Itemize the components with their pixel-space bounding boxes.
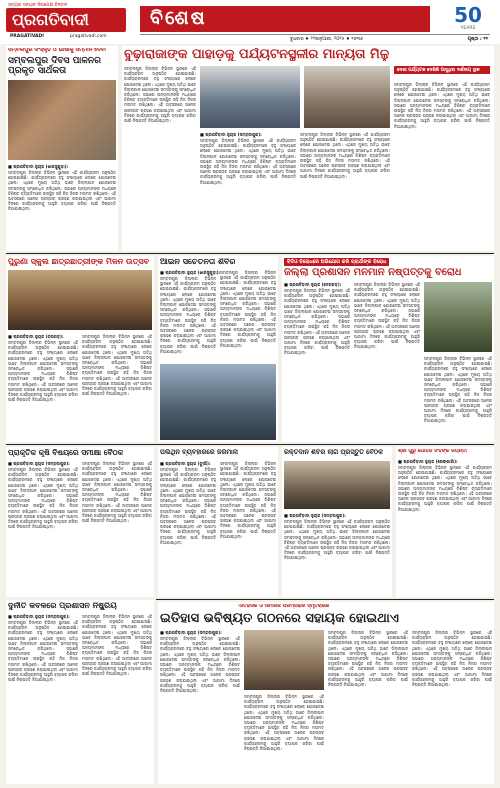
story-dateline: ■ ପ୍ରଗତିବାଦୀ ନ୍ୟୁଜ (ସମ୍ବଲପୁର): [160, 630, 222, 635]
logo-sub-right: pragativadi.com [70, 34, 107, 39]
story-headline: ବୁଢ଼ାରାଜାଙ୍କ ପାହାଡ଼କୁ ପର୍ଯ୍ୟଟନସ୍ଥଳୀର ମାନ୍ୟତା ମିଳୁ [124, 48, 390, 61]
story-photo [160, 364, 276, 440]
anniversary-years: YEARS [460, 26, 476, 31]
story-headline: ରକ୍ତଦାନ ଶିବିର ଲାଗି ପ୍ରସ୍ତୁତି ବୈଠକ [284, 449, 383, 456]
story-body-3: ସମ୍ବଲପୁର ଜିଲ୍ଲାର ବିଭିନ୍ନ ସ୍ଥାନରେ ଏହି କାର୍ଯ୍ୟକ୍ରମ ଅନୁଷ୍ଠିତ ହୋଇଯାଇଛି। କାର୍ଯ୍ୟକ୍ରମରେ ବହୁ ସଂଖ୍ୟାରେ ଲୋକେ ଯୋଗଦେଇ ଥିଲେ। ଏଥିରେ ମୁଖ୍ୟ ଅତିଥି ଭାବେ ଜିଲ୍ଲାପାଳ ଯୋଗଦେଇ ସମସ୍ତଙ୍କୁ ସମ୍ବୋଧିତ କରିଥିଲେ। ସଭାରେ ଅନ୍ୟମାନଙ୍କ ମଧ୍ୟରେ ବିଶିଷ୍ଟ ବ୍ୟକ୍ତିମାନେ ଉପସ୍ଥିତ ରହି ନିଜ ନିଜର ମତାମତ ରଖିଥିଲେ। ଏହି ଅବସରରେ ଅନେକ ପ୍ରସ୍ତାବ ଗ୍ରହଣ କରାଯାଇଥିଲା ଏବଂ ଆଗାମୀ ଦିନରେ କାର୍ଯ୍ୟକ୍ରମକୁ ଆହୁରି ବ୍ୟାପକ କରିବା ପାଇଁ ନିଷ୍ପତ୍ତି ନିଆଯାଇଥିଲା। [300, 132, 390, 179]
section-banner [140, 6, 430, 32]
story-body-3: ସମ୍ବଲପୁର ଜିଲ୍ଲାର ବିଭିନ୍ନ ସ୍ଥାନରେ ଏହି କାର୍ଯ୍ୟକ୍ରମ ଅନୁଷ୍ଠିତ ହୋଇଯାଇଛି। କାର୍ଯ୍ୟକ୍ରମରେ ବହୁ ସଂଖ୍ୟାରେ ଲୋକେ ଯୋଗଦେଇ ଥିଲେ। ଏଥିରେ ମୁଖ୍ୟ ଅତିଥି ଭାବେ ଜିଲ୍ଲାପାଳ ଯୋଗଦେଇ ସମସ୍ତଙ୍କୁ ସମ୍ବୋଧିତ କରିଥିଲେ। ସଭାରେ ଅନ୍ୟମାନଙ୍କ ମଧ୍ୟରେ ବିଶିଷ୍ଟ ବ୍ୟକ୍ତିମାନେ ଉପସ୍ଥିତ ରହି ନିଜ ନିଜର ମତାମତ ରଖିଥିଲେ। ଏହି ଅବସରରେ ଅନେକ ପ୍ରସ୍ତାବ ଗ୍ରହଣ କରାଯାଇଥିଲା ଏବଂ ଆଗାମୀ ଦିନରେ କାର୍ଯ୍ୟକ୍ରମକୁ ଆହୁରି ବ୍ୟାପକ କରିବା ପାଇଁ ନିଷ୍ପତ୍ତି ନିଆଯାଇଥିଲା। [424, 356, 492, 424]
story-body: ସମ୍ବଲପୁର ଜିଲ୍ଲାର ବିଭିନ୍ନ ସ୍ଥାନରେ ଏହି କାର୍ଯ୍ୟକ୍ରମ ଅନୁଷ୍ଠିତ ହୋଇଯାଇଛି। କାର୍ଯ୍ୟକ୍ରମରେ ବହୁ ସଂଖ୍ୟାରେ ଲୋକେ ଯୋଗଦେଇ ଥିଲେ। ଏଥିରେ ମୁଖ୍ୟ ଅତିଥି ଭାବେ ଜିଲ୍ଲାପାଳ ଯୋଗଦେଇ ସମସ୍ତଙ୍କୁ ସମ୍ବୋଧିତ କରିଥିଲେ। ସଭାରେ ଅନ୍ୟମାନଙ୍କ ମଧ୍ୟରେ ବିଶିଷ୍ଟ ବ୍ୟକ୍ତିମାନେ ଉପସ୍ଥିତ ରହି ନିଜ ନିଜର ମତାମତ ରଖିଥିଲେ। ଏହି ଅବସରରେ ଅନେକ ପ୍ରସ୍ତାବ ଗ୍ରହଣ କରାଯାଇଥିଲା ଏବଂ ଆଗାମୀ ଦିନରେ କାର୍ଯ୍ୟକ୍ରମକୁ ଆହୁରି ବ୍ୟାପକ କରିବା ପାଇଁ ନିଷ୍ପତ୍ତି ନିଆଯାଇଥିଲା। [8, 467, 78, 530]
anniversary-number: 50 [454, 3, 482, 27]
story-body: ସମ୍ବଲପୁର ଜିଲ୍ଲାର ବିଭିନ୍ନ ସ୍ଥାନରେ ଏହି କାର୍ଯ୍ୟକ୍ରମ ଅନୁଷ୍ଠିତ ହୋଇଯାଇଛି। କାର୍ଯ୍ୟକ୍ରମରେ ବହୁ ସଂଖ୍ୟାରେ ଲୋକେ ଯୋଗଦେଇ ଥିଲେ। ଏଥିରେ ମୁଖ୍ୟ ଅତିଥି ଭାବେ ଜିଲ୍ଲାପାଳ ଯୋଗଦେଇ ସମସ୍ତଙ୍କୁ ସମ୍ବୋଧିତ କରିଥିଲେ। ସଭାରେ ଅନ୍ୟମାନଙ୍କ ମଧ୍ୟରେ ବିଶିଷ୍ଟ ବ୍ୟକ୍ତିମାନେ ଉପସ୍ଥିତ ରହି ନିଜ ନିଜର ମତାମତ ରଖିଥିଲେ। ଏହି ଅବସରରେ ଅନେକ ପ୍ରସ୍ତାବ ଗ୍ରହଣ କରାଯାଇଥିଲା ଏବଂ ଆଗାମୀ ଦିନରେ କାର୍ଯ୍ୟକ୍ରମକୁ ଆହୁରି ବ୍ୟାପକ କରିବା ପାଇଁ ନିଷ୍ପତ୍ତି ନିଆଯାଇଥିଲା। [160, 276, 216, 354]
story-photo [244, 630, 324, 690]
divider [156, 599, 494, 600]
story-body: ସମ୍ବଲପୁର ଜିଲ୍ଲାର ବିଭିନ୍ନ ସ୍ଥାନରେ ଏହି କାର୍ଯ୍ୟକ୍ରମ ଅନୁଷ୍ଠିତ ହୋଇଯାଇଛି। କାର୍ଯ୍ୟକ୍ରମରେ ବହୁ ସଂଖ୍ୟାରେ ଲୋକେ ଯୋଗଦେଇ ଥିଲେ। ଏଥିରେ ମୁଖ୍ୟ ଅତିଥି ଭାବେ ଜିଲ୍ଲାପାଳ ଯୋଗଦେଇ ସମସ୍ତଙ୍କୁ ସମ୍ବୋଧିତ କରିଥିଲେ। ସଭାରେ ଅନ୍ୟମାନଙ୍କ ମଧ୍ୟରେ ବିଶିଷ୍ଟ ବ୍ୟକ୍ତିମାନେ ଉପସ୍ଥିତ ରହି ନିଜ ନିଜର ମତାମତ ରଖିଥିଲେ। ଏହି ଅବସରରେ ଅନେକ ପ୍ରସ୍ତାବ ଗ୍ରହଣ କରାଯାଇଥିଲା ଏବଂ ଆଗାମୀ ଦିନରେ କାର୍ଯ୍ୟକ୍ରମକୁ ଆହୁରି ବ୍ୟାପକ କରିବା ପାଇଁ ନିଷ୍ପତ୍ତି ନିଆଯାଇଥିଲା। [124, 66, 196, 124]
story-body-2: ସମ୍ବଲପୁର ଜିଲ୍ଲାର ବିଭିନ୍ନ ସ୍ଥାନରେ ଏହି କାର୍ଯ୍ୟକ୍ରମ ଅନୁଷ୍ଠିତ ହୋଇଯାଇଛି। କାର୍ଯ୍ୟକ୍ରମରେ ବହୁ ସଂଖ୍ୟାରେ ଲୋକେ ଯୋଗଦେଇ ଥିଲେ। ଏଥିରେ ମୁଖ୍ୟ ଅତିଥି ଭାବେ ଜିଲ୍ଲାପାଳ ଯୋଗଦେଇ ସମସ୍ତଙ୍କୁ ସମ୍ବୋଧିତ କରିଥିଲେ। ସଭାରେ ଅନ୍ୟମାନଙ୍କ ମଧ୍ୟରେ ବିଶିଷ୍ଟ ବ୍ୟକ୍ତିମାନେ ଉପସ୍ଥିତ ରହି ନିଜ ନିଜର ମତାମତ ରଖିଥିଲେ। ଏହି ଅବସରରେ ଅନେକ ପ୍ରସ୍ତାବ ଗ୍ରହଣ କରାଯାଇଥିଲା ଏବଂ ଆଗାମୀ ଦିନରେ କାର୍ଯ୍ୟକ୍ରମକୁ ଆହୁରି ବ୍ୟାପକ କରିବା ପାଇଁ ନିଷ୍ପତ୍ତି ନିଆଯାଇଥିଲା। [200, 138, 296, 185]
story-headline: ପ୍ରାକୃତିକ କୃଷି ବିଷୟରେ ସମୀକ୍ଷା ବୈଠକ [8, 449, 124, 457]
story-body-2: ସମ୍ବଲପୁର ଜିଲ୍ଲାର ବିଭିନ୍ନ ସ୍ଥାନରେ ଏହି କାର୍ଯ୍ୟକ୍ରମ ଅନୁଷ୍ଠିତ ହୋଇଯାଇଛି। କାର୍ଯ୍ୟକ୍ରମରେ ବହୁ ସଂଖ୍ୟାରେ ଲୋକେ ଯୋଗଦେଇ ଥିଲେ। ଏଥିରେ ମୁଖ୍ୟ ଅତିଥି ଭାବେ ଜିଲ୍ଲାପାଳ ଯୋଗଦେଇ ସମସ୍ତଙ୍କୁ ସମ୍ବୋଧିତ କରିଥିଲେ। ସଭାରେ ଅନ୍ୟମାନଙ୍କ ମଧ୍ୟରେ ବିଶିଷ୍ଟ ବ୍ୟକ୍ତିମାନେ ଉପସ୍ଥିତ ରହି ନିଜ ନିଜର ମତାମତ ରଖିଥିଲେ। ଏହି ଅବସରରେ ଅନେକ ପ୍ରସ୍ତାବ ଗ୍ରହଣ କରାଯାଇଥିଲା ଏବଂ ଆଗାମୀ ଦିନରେ କାର୍ଯ୍ୟକ୍ରମକୁ ଆହୁରି ବ୍ୟାପକ କରିବା ପାଇଁ ନିଷ୍ପତ୍ତି ନିଆଯାଇଥିଲା। [82, 614, 152, 677]
story-body-2: ସମ୍ବଲପୁର ଜିଲ୍ଲାର ବିଭିନ୍ନ ସ୍ଥାନରେ ଏହି କାର୍ଯ୍ୟକ୍ରମ ଅନୁଷ୍ଠିତ ହୋଇଯାଇଛି। କାର୍ଯ୍ୟକ୍ରମରେ ବହୁ ସଂଖ୍ୟାରେ ଲୋକେ ଯୋଗଦେଇ ଥିଲେ। ଏଥିରେ ମୁଖ୍ୟ ଅତିଥି ଭାବେ ଜିଲ୍ଲାପାଳ ଯୋଗଦେଇ ସମସ୍ତଙ୍କୁ ସମ୍ବୋଧିତ କରିଥିଲେ। ସଭାରେ ଅନ୍ୟମାନଙ୍କ ମଧ୍ୟରେ ବିଶିଷ୍ଟ ବ୍ୟକ୍ତିମାନେ ଉପସ୍ଥିତ ରହି ନିଜ ନିଜର ମତାମତ ରଖିଥିଲେ। ଏହି ଅବସରରେ ଅନେକ ପ୍ରସ୍ତାବ ଗ୍ରହଣ କରାଯାଇଥିଲା ଏବଂ ଆଗାମୀ ଦିନରେ କାର୍ଯ୍ୟକ୍ରମକୁ ଆହୁରି ବ୍ୟାପକ କରିବା ପାଇଁ ନିଷ୍ପତ୍ତି ନିଆଯାଇଥିଲା। [220, 461, 276, 539]
story-body: ସମ୍ବଲପୁର ଜିଲ୍ଲାର ବିଭିନ୍ନ ସ୍ଥାନରେ ଏହି କାର୍ଯ୍ୟକ୍ରମ ଅନୁଷ୍ଠିତ ହୋଇଯାଇଛି। କାର୍ଯ୍ୟକ୍ରମରେ ବହୁ ସଂଖ୍ୟାରେ ଲୋକେ ଯୋଗଦେଇ ଥିଲେ। ଏଥିରେ ମୁଖ୍ୟ ଅତିଥି ଭାବେ ଜିଲ୍ଲାପାଳ ଯୋଗଦେଇ ସମସ୍ତଙ୍କୁ ସମ୍ବୋଧିତ କରିଥିଲେ। ସଭାରେ ଅନ୍ୟମାନଙ୍କ ମଧ୍ୟରେ ବିଶିଷ୍ଟ ବ୍ୟକ୍ତିମାନେ ଉପସ୍ଥିତ ରହି ନିଜ ନିଜର ମତାମତ ରଖିଥିଲେ। ଏହି ଅବସରରେ ଅନେକ ପ୍ରସ୍ତାବ ଗ୍ରହଣ କରାଯାଇଥିଲା ଏବଂ ଆଗାମୀ ଦିନରେ କାର୍ଯ୍ୟକ୍ରମକୁ ଆହୁରି ବ୍ୟାପକ କରିବା ପାଇଁ ନିଷ୍ପତ୍ତି ନିଆଯାଇଥିଲା। [160, 636, 240, 694]
story-photo [424, 282, 492, 352]
story-collector [282, 256, 494, 442]
story-photo [8, 270, 152, 330]
story-kicker: ଐତିହାସିକ ଓ ସାମାଜିକ ପରମ୍ପରାର ସ୍ମୃତିଚାରଣ [238, 604, 330, 609]
story-dateline: ■ ପ୍ରଗତିବାଦୀ ନ୍ୟୁଜ (ଝାରସୁଗୁଡ଼ା): [8, 164, 69, 169]
story-body: ସମ୍ବଲପୁର ଜିଲ୍ଲାର ବିଭିନ୍ନ ସ୍ଥାନରେ ଏହି କାର୍ଯ୍ୟକ୍ରମ ଅନୁଷ୍ଠିତ ହୋଇଯାଇଛି। କାର୍ଯ୍ୟକ୍ରମରେ ବହୁ ସଂଖ୍ୟାରେ ଲୋକେ ଯୋଗଦେଇ ଥିଲେ। ଏଥିରେ ମୁଖ୍ୟ ଅତିଥି ଭାବେ ଜିଲ୍ଲାପାଳ ଯୋଗଦେଇ ସମସ୍ତଙ୍କୁ ସମ୍ବୋଧିତ କରିଥିଲେ। ସଭାରେ ଅନ୍ୟମାନଙ୍କ ମଧ୍ୟରେ ବିଶିଷ୍ଟ ବ୍ୟକ୍ତିମାନେ ଉପସ୍ଥିତ ରହି ନିଜ ନିଜର ମତାମତ ରଖିଥିଲେ। ଏହି ଅବସରରେ ଅନେକ ପ୍ରସ୍ତାବ ଗ୍ରହଣ କରାଯାଇଥିଲା ଏବଂ ଆଗାମୀ ଦିନରେ କାର୍ଯ୍ୟକ୍ରମକୁ ଆହୁରି ବ୍ୟାପକ କରିବା ପାଇଁ ନିଷ୍ପତ୍ତି ନିଆଯାଇଥିଲା। [8, 170, 116, 212]
story-dateline: ■ ପ୍ରଗତିବାଦୀ ନ୍ୟୁଜ (ରେଙ୍ଗାଲି): [398, 459, 458, 464]
story-sambalpur [6, 46, 118, 251]
story-body-2: ସମ୍ବଲପୁର ଜିଲ୍ଲାର ବିଭିନ୍ନ ସ୍ଥାନରେ ଏହି କାର୍ଯ୍ୟକ୍ରମ ଅନୁଷ୍ଠିତ ହୋଇଯାଇଛି। କାର୍ଯ୍ୟକ୍ରମରେ ବହୁ ସଂଖ୍ୟାରେ ଲୋକେ ଯୋଗଦେଇ ଥିଲେ। ଏଥିରେ ମୁଖ୍ୟ ଅତିଥି ଭାବେ ଜିଲ୍ଲାପାଳ ଯୋଗଦେଇ ସମସ୍ତଙ୍କୁ ସମ୍ବୋଧିତ କରିଥିଲେ। ସଭାରେ ଅନ୍ୟମାନଙ୍କ ମଧ୍ୟରେ ବିଶିଷ୍ଟ ବ୍ୟକ୍ତିମାନେ ଉପସ୍ଥିତ ରହି ନିଜ ନିଜର ମତାମତ ରଖିଥିଲେ। ଏହି ଅବସରରେ ଅନେକ ପ୍ରସ୍ତାବ ଗ୍ରହଣ କରାଯାଇଥିଲା ଏବଂ ଆଗାମୀ ଦିନରେ କାର୍ଯ୍ୟକ୍ରମକୁ ଆହୁରି ବ୍ୟାପକ କରିବା ପାଇଁ ନିଷ୍ପତ୍ତି ନିଆଯାଇଥିଲା। [244, 694, 324, 752]
story-krishi [6, 447, 154, 597]
story-dateline: ■ ପ୍ରଗତିବାଦୀ ନ୍ୟୁଜ (ସମ୍ବଲପୁର): [284, 513, 346, 518]
story-guru [396, 447, 494, 597]
story-history [158, 602, 494, 784]
story-headline: ପୁରୁଣା ସ୍କୁଲ ଛାତ୍ରଛାତ୍ରୀଙ୍କ ମିଳନ ଉତ୍ସବ [8, 258, 150, 266]
story-headline: ଜିଲ୍ଲା ପ୍ରଶାସନ ମନମାନି ନିଷ୍ପତ୍ତିକୁ ବିରୋଧ [284, 268, 462, 278]
story-dateline: ■ ପ୍ରଗତିବାଦୀ ନ୍ୟୁଜ (ସମ୍ବଲପୁର): [8, 461, 70, 466]
story-body-2: ସମ୍ବଲପୁର ଜିଲ୍ଲାର ବିଭିନ୍ନ ସ୍ଥାନରେ ଏହି କାର୍ଯ୍ୟକ୍ରମ ଅନୁଷ୍ଠିତ ହୋଇଯାଇଛି। କାର୍ଯ୍ୟକ୍ରମରେ ବହୁ ସଂଖ୍ୟାରେ ଲୋକେ ଯୋଗଦେଇ ଥିଲେ। ଏଥିରେ ମୁଖ୍ୟ ଅତିଥି ଭାବେ ଜିଲ୍ଲାପାଳ ଯୋଗଦେଇ ସମସ୍ତଙ୍କୁ ସମ୍ବୋଧିତ କରିଥିଲେ। ସଭାରେ ଅନ୍ୟମାନଙ୍କ ମଧ୍ୟରେ ବିଶିଷ୍ଟ ବ୍ୟକ୍ତିମାନେ ଉପସ୍ଥିତ ରହି ନିଜ ନିଜର ମତାମତ ରଖିଥିଲେ। ଏହି ଅବସରରେ ଅନେକ ପ୍ରସ୍ତାବ ଗ୍ରହଣ କରାଯାଇଥିଲା ଏବଂ ଆଗାମୀ ଦିନରେ କାର୍ଯ୍ୟକ୍ରମକୁ ଆହୁରି ବ୍ୟାପକ କରିବା ପାଇଁ ନିଷ୍ପତ୍ତି ନିଆଯାଇଥିଲା। [82, 334, 152, 397]
divider [6, 444, 494, 445]
logo-block [6, 8, 126, 32]
story-dateline: ■ ପ୍ରଗତିବାଦୀ ନ୍ୟୁଜ (ବରଗଡ଼): [8, 334, 64, 339]
section-title: ବିଶେଷ [150, 9, 207, 28]
divider [6, 253, 494, 254]
story-body: ସମ୍ବଲପୁର ଜିଲ୍ଲାର ବିଭିନ୍ନ ସ୍ଥାନରେ ଏହି କାର୍ଯ୍ୟକ୍ରମ ଅନୁଷ୍ଠିତ ହୋଇଯାଇଛି। କାର୍ଯ୍ୟକ୍ରମରେ ବହୁ ସଂଖ୍ୟାରେ ଲୋକେ ଯୋଗଦେଇ ଥିଲେ। ଏଥିରେ ମୁଖ୍ୟ ଅତିଥି ଭାବେ ଜିଲ୍ଲାପାଳ ଯୋଗଦେଇ ସମସ୍ତଙ୍କୁ ସମ୍ବୋଧିତ କରିଥିଲେ। ସଭାରେ ଅନ୍ୟମାନଙ୍କ ମଧ୍ୟରେ ବିଶିଷ୍ଟ ବ୍ୟକ୍ତିମାନେ ଉପସ୍ଥିତ ରହି ନିଜ ନିଜର ମତାମତ ରଖିଥିଲେ। ଏହି ଅବସରରେ ଅନେକ ପ୍ରସ୍ତାବ ଗ୍ରହଣ କରାଯାଇଥିଲା ଏବଂ ଆଗାମୀ ଦିନରେ କାର୍ଯ୍ୟକ୍ରମକୁ ଆହୁରି ବ୍ୟାପକ କରିବା ପାଇଁ ନିଷ୍ପତ୍ତି ନିଆଯାଇଥିଲା। [8, 340, 78, 403]
story-blood [282, 447, 392, 597]
sidebar-tag: ଦେଶୀ ପର୍ଯ୍ୟଟକ ଦେଖିକି ଆସୁଥିବା ଦର୍ଶନୀୟ ସ୍ଥାନ [394, 66, 490, 74]
issue-dateline: ବୁଧବାର ♦ ୨୨ଜାନୁଆରୀ, ୨୦୨୫ ♦ ୧୬୩୬ [290, 37, 363, 42]
dateline-bar [140, 34, 490, 42]
story-dateline: ■ ପ୍ରଗତିବାଦୀ ନ୍ୟୁଜ (ସମ୍ବଲପୁର): [8, 614, 70, 619]
story-kicker: ସମ୍ବଲପୁର ସଂସ୍କୃତି ଓ ଭାଷାକୁ ସମ୍ମାନ ଦେବା [8, 48, 106, 53]
story-body: ସମ୍ବଲପୁର ଜିଲ୍ଲାର ବିଭିନ୍ନ ସ୍ଥାନରେ ଏହି କାର୍ଯ୍ୟକ୍ରମ ଅନୁଷ୍ଠିତ ହୋଇଯାଇଛି। କାର୍ଯ୍ୟକ୍ରମରେ ବହୁ ସଂଖ୍ୟାରେ ଲୋକେ ଯୋଗଦେଇ ଥିଲେ। ଏଥିରେ ମୁଖ୍ୟ ଅତିଥି ଭାବେ ଜିଲ୍ଲାପାଳ ଯୋଗଦେଇ ସମସ୍ତଙ୍କୁ ସମ୍ବୋଧିତ କରିଥିଲେ। ସଭାରେ ଅନ୍ୟମାନଙ୍କ ମଧ୍ୟରେ ବିଶିଷ୍ଟ ବ୍ୟକ୍ତିମାନେ ଉପସ୍ଥିତ ରହି ନିଜ ନିଜର ମତାମତ ରଖିଥିଲେ। ଏହି ଅବସରରେ ଅନେକ ପ୍ରସ୍ତାବ ଗ୍ରହଣ କରାଯାଇଥିଲା ଏବଂ ଆଗାମୀ ଦିନରେ କାର୍ଯ୍ୟକ୍ରମକୁ ଆହୁରି ବ୍ୟାପକ କରିବା ପାଇଁ ନିଷ୍ପତ୍ତି ନିଆଯାଇଥିଲା। [8, 620, 78, 683]
story-body: ସମ୍ବଲପୁର ଜିଲ୍ଲାର ବିଭିନ୍ନ ସ୍ଥାନରେ ଏହି କାର୍ଯ୍ୟକ୍ରମ ଅନୁଷ୍ଠିତ ହୋଇଯାଇଛି। କାର୍ଯ୍ୟକ୍ରମରେ ବହୁ ସଂଖ୍ୟାରେ ଲୋକେ ଯୋଗଦେଇ ଥିଲେ। ଏଥିରେ ମୁଖ୍ୟ ଅତିଥି ଭାବେ ଜିଲ୍ଲାପାଳ ଯୋଗଦେଇ ସମସ୍ତଙ୍କୁ ସମ୍ବୋଧିତ କରିଥିଲେ। ସଭାରେ ଅନ୍ୟମାନଙ୍କ ମଧ୍ୟରେ ବିଶିଷ୍ଟ ବ୍ୟକ୍ତିମାନେ ଉପସ୍ଥିତ ରହି ନିଜ ନିଜର ମତାମତ ରଖିଥିଲେ। ଏହି ଅବସରରେ ଅନେକ ପ୍ରସ୍ତାବ ଗ୍ରହଣ କରାଯାଇଥିଲା ଏବଂ ଆଗାମୀ ଦିନରେ କାର୍ଯ୍ୟକ୍ରମକୁ ଆହୁରି ବ୍ୟାପକ କରିବା ପାଇଁ ନିଷ୍ପତ୍ତି ନିଆଯାଇଥିଲା। [284, 519, 390, 561]
story-body: ସମ୍ବଲପୁର ଜିଲ୍ଲାର ବିଭିନ୍ନ ସ୍ଥାନରେ ଏହି କାର୍ଯ୍ୟକ୍ରମ ଅନୁଷ୍ଠିତ ହୋଇଯାଇଛି। କାର୍ଯ୍ୟକ୍ରମରେ ବହୁ ସଂଖ୍ୟାରେ ଲୋକେ ଯୋଗଦେଇ ଥିଲେ। ଏଥିରେ ମୁଖ୍ୟ ଅତିଥି ଭାବେ ଜିଲ୍ଲାପାଳ ଯୋଗଦେଇ ସମସ୍ତଙ୍କୁ ସମ୍ବୋଧିତ କରିଥିଲେ। ସଭାରେ ଅନ୍ୟମାନଙ୍କ ମଧ୍ୟରେ ବିଶିଷ୍ଟ ବ୍ୟକ୍ତିମାନେ ଉପସ୍ଥିତ ରହି ନିଜ ନିଜର ମତାମତ ରଖିଥିଲେ। ଏହି ଅବସରରେ ଅନେକ ପ୍ରସ୍ତାବ ଗ୍ରହଣ କରାଯାଇଥିଲା ଏବଂ ଆଗାମୀ ଦିନରେ କାର୍ଯ୍ୟକ୍ରମକୁ ଆହୁରି ବ୍ୟାପକ କରିବା ପାଇଁ ନିଷ୍ପତ୍ତି ନିଆଯାଇଥିଲା। [398, 465, 492, 512]
logo: ପ୍ରଗତିବାଦୀ [12, 12, 89, 28]
story-headline: ସମ୍ବଲପୁର ଦିବସ ପାଳନର ପ୍ରକୃତ ସାର୍ଥକତା [8, 56, 101, 76]
story-body-4: ସମ୍ବଲପୁର ଜିଲ୍ଲାର ବିଭିନ୍ନ ସ୍ଥାନରେ ଏହି କାର୍ଯ୍ୟକ୍ରମ ଅନୁଷ୍ଠିତ ହୋଇଯାଇଛି। କାର୍ଯ୍ୟକ୍ରମରେ ବହୁ ସଂଖ୍ୟାରେ ଲୋକେ ଯୋଗଦେଇ ଥିଲେ। ଏଥିରେ ମୁଖ୍ୟ ଅତିଥି ଭାବେ ଜିଲ୍ଲାପାଳ ଯୋଗଦେଇ ସମସ୍ତଙ୍କୁ ସମ୍ବୋଧିତ କରିଥିଲେ। ସଭାରେ ଅନ୍ୟମାନଙ୍କ ମଧ୍ୟରେ ବିଶିଷ୍ଟ ବ୍ୟକ୍ତିମାନେ ଉପସ୍ଥିତ ରହି ନିଜ ନିଜର ମତାମତ ରଖିଥିଲେ। ଏହି ଅବସରରେ ଅନେକ ପ୍ରସ୍ତାବ ଗ୍ରହଣ କରାଯାଇଥିଲା ଏବଂ ଆଗାମୀ ଦିନରେ କାର୍ଯ୍ୟକ୍ରମକୁ ଆହୁରି ବ୍ୟାପକ କରିବା ପାଇଁ ନିଷ୍ପତ୍ତି ନିଆଯାଇଥିଲା। [394, 82, 490, 129]
story-photo [284, 461, 390, 509]
story-photo [8, 80, 116, 160]
story-body: ସମ୍ବଲପୁର ଜିଲ୍ଲାର ବିଭିନ୍ନ ସ୍ଥାନରେ ଏହି କାର୍ଯ୍ୟକ୍ରମ ଅନୁଷ୍ଠିତ ହୋଇଯାଇଛି। କାର୍ଯ୍ୟକ୍ରମରେ ବହୁ ସଂଖ୍ୟାରେ ଲୋକେ ଯୋଗଦେଇ ଥିଲେ। ଏଥିରେ ମୁଖ୍ୟ ଅତିଥି ଭାବେ ଜିଲ୍ଲାପାଳ ଯୋଗଦେଇ ସମସ୍ତଙ୍କୁ ସମ୍ବୋଧିତ କରିଥିଲେ। ସଭାରେ ଅନ୍ୟମାନଙ୍କ ମଧ୍ୟରେ ବିଶିଷ୍ଟ ବ୍ୟକ୍ତିମାନେ ଉପସ୍ଥିତ ରହି ନିଜ ନିଜର ମତାମତ ରଖିଥିଲେ। ଏହି ଅବସରରେ ଅନେକ ପ୍ରସ୍ତାବ ଗ୍ରହଣ କରାଯାଇଥିଲା ଏବଂ ଆଗାମୀ ଦିନରେ କାର୍ଯ୍ୟକ୍ରମକୁ ଆହୁରି ବ୍ୟାପକ କରିବା ପାଇଁ ନିଷ୍ପତ୍ତି ନିଆଯାଇଥିଲା। [284, 288, 350, 356]
masthead-topline: ସତ୍ୟର ସନ୍ଧାନ ନିରପେକ୍ଷ ଚିନ୍ତନ [8, 3, 68, 8]
story-headline: ଆଇନ ସଚେତନତା ଶିବିର [160, 258, 236, 266]
story-dateline: ■ ପ୍ରଗତିବାଦୀ ନ୍ୟୁଜ (ସମ୍ବଲପୁର): [200, 132, 262, 137]
logo-sub-left: PRAGATIVADI [10, 34, 44, 39]
story-photo-2 [304, 66, 390, 128]
story-photo-1 [200, 66, 300, 128]
story-dateline: ■ ପ୍ରଗତିବାଦୀ ନ୍ୟୁଜ (ଝାରସୁଗୁଡ଼ା): [160, 270, 221, 275]
story-dateline: ■ ପ୍ରଗତିବାଦୀ ନ୍ୟୁଜ (ବୁର୍ଲା): [160, 461, 211, 466]
story-budharaja [122, 46, 494, 251]
story-kicker: ବିଡିଓ ବିରୋଧରେ ଅଭିଯୋଗ କରି ପ୍ରାର୍ଥୀଙ୍କ ବିରୋଧ [284, 258, 389, 266]
story-body-2: ସମ୍ବଲପୁର ଜିଲ୍ଲାର ବିଭିନ୍ନ ସ୍ଥାନରେ ଏହି କାର୍ଯ୍ୟକ୍ରମ ଅନୁଷ୍ଠିତ ହୋଇଯାଇଛି। କାର୍ଯ୍ୟକ୍ରମରେ ବହୁ ସଂଖ୍ୟାରେ ଲୋକେ ଯୋଗଦେଇ ଥିଲେ। ଏଥିରେ ମୁଖ୍ୟ ଅତିଥି ଭାବେ ଜିଲ୍ଲାପାଳ ଯୋଗଦେଇ ସମସ୍ତଙ୍କୁ ସମ୍ବୋଧିତ କରିଥିଲେ। ସଭାରେ ଅନ୍ୟମାନଙ୍କ ମଧ୍ୟରେ ବିଶିଷ୍ଟ ବ୍ୟକ୍ତିମାନେ ଉପସ୍ଥିତ ରହି ନିଜ ନିଜର ମତାମତ ରଖିଥିଲେ। ଏହି ଅବସରରେ ଅନେକ ପ୍ରସ୍ତାବ ଗ୍ରହଣ କରାଯାଇଥିଲା ଏବଂ ଆଗାମୀ ଦିନରେ କାର୍ଯ୍ୟକ୍ରମକୁ ଆହୁରି ବ୍ୟାପକ କରିବା ପାଇଁ ନିଷ୍ପତ୍ତି ନିଆଯାଇଥିଲା। [82, 461, 152, 524]
story-headline: ଶ୍ରୀ ଗୁରୁ ଗୋବିନ୍ଦ ସିଂହଙ୍କ ଜୟନ୍ତୀ [398, 449, 467, 454]
story-school [6, 256, 154, 442]
story-body: ସମ୍ବଲପୁର ଜିଲ୍ଲାର ବିଭିନ୍ନ ସ୍ଥାନରେ ଏହି କାର୍ଯ୍ୟକ୍ରମ ଅନୁଷ୍ଠିତ ହୋଇଯାଇଛି। କାର୍ଯ୍ୟକ୍ରମରେ ବହୁ ସଂଖ୍ୟାରେ ଲୋକେ ଯୋଗଦେଇ ଥିଲେ। ଏଥିରେ ମୁଖ୍ୟ ଅତିଥି ଭାବେ ଜିଲ୍ଲାପାଳ ଯୋଗଦେଇ ସମସ୍ତଙ୍କୁ ସମ୍ବୋଧିତ କରିଥିଲେ। ସଭାରେ ଅନ୍ୟମାନଙ୍କ ମଧ୍ୟରେ ବିଶିଷ୍ଟ ବ୍ୟକ୍ତିମାନେ ଉପସ୍ଥିତ ରହି ନିଜ ନିଜର ମତାମତ ରଖିଥିଲେ। ଏହି ଅବସରରେ ଅନେକ ପ୍ରସ୍ତାବ ଗ୍ରହଣ କରାଯାଇଥିଲା ଏବଂ ଆଗାମୀ ଦିନରେ କାର୍ଯ୍ୟକ୍ରମକୁ ଆହୁରି ବ୍ୟାପକ କରିବା ପାଇଁ ନିଷ୍ପତ୍ତି ନିଆଯାଇଥିଲା। [160, 467, 216, 545]
story-plastic [158, 447, 278, 597]
story-dateline: ■ ପ୍ରଗତିବାଦୀ ନ୍ୟୁଜ (ଦେବଗଡ଼): [284, 282, 342, 287]
anniversary-logo [448, 4, 488, 34]
story-headline: ଦୁର୍ନୀତି କବଳରେ ପ୍ରଶାସନ ନିଷ୍କ୍ରିୟ [8, 602, 117, 610]
story-body-2: ସମ୍ବଲପୁର ଜିଲ୍ଲାର ବିଭିନ୍ନ ସ୍ଥାନରେ ଏହି କାର୍ଯ୍ୟକ୍ରମ ଅନୁଷ୍ଠିତ ହୋଇଯାଇଛି। କାର୍ଯ୍ୟକ୍ରମରେ ବହୁ ସଂଖ୍ୟାରେ ଲୋକେ ଯୋଗଦେଇ ଥିଲେ। ଏଥିରେ ମୁଖ୍ୟ ଅତିଥି ଭାବେ ଜିଲ୍ଲାପାଳ ଯୋଗଦେଇ ସମସ୍ତଙ୍କୁ ସମ୍ବୋଧିତ କରିଥିଲେ। ସଭାରେ ଅନ୍ୟମାନଙ୍କ ମଧ୍ୟରେ ବିଶିଷ୍ଟ ବ୍ୟକ୍ତିମାନେ ଉପସ୍ଥିତ ରହି ନିଜ ନିଜର ମତାମତ ରଖିଥିଲେ। ଏହି ଅବସରରେ ଅନେକ ପ୍ରସ୍ତାବ ଗ୍ରହଣ କରାଯାଇଥିଲା ଏବଂ ଆଗାମୀ ଦିନରେ କାର୍ଯ୍ୟକ୍ରମକୁ ଆହୁରି ବ୍ୟାପକ କରିବା ପାଇଁ ନିଷ୍ପତ୍ତି ନିଆଯାଇଥିଲା। [220, 270, 276, 348]
story-administration [6, 600, 154, 784]
story-body-4: ସମ୍ବଲପୁର ଜିଲ୍ଲାର ବିଭିନ୍ନ ସ୍ଥାନରେ ଏହି କାର୍ଯ୍ୟକ୍ରମ ଅନୁଷ୍ଠିତ ହୋଇଯାଇଛି। କାର୍ଯ୍ୟକ୍ରମରେ ବହୁ ସଂଖ୍ୟାରେ ଲୋକେ ଯୋଗଦେଇ ଥିଲେ। ଏଥିରେ ମୁଖ୍ୟ ଅତିଥି ଭାବେ ଜିଲ୍ଲାପାଳ ଯୋଗଦେଇ ସମସ୍ତଙ୍କୁ ସମ୍ବୋଧିତ କରିଥିଲେ। ସଭାରେ ଅନ୍ୟମାନଙ୍କ ମଧ୍ୟରେ ବିଶିଷ୍ଟ ବ୍ୟକ୍ତିମାନେ ଉପସ୍ଥିତ ରହି ନିଜ ନିଜର ମତାମତ ରଖିଥିଲେ। ଏହି ଅବସରରେ ଅନେକ ପ୍ରସ୍ତାବ ଗ୍ରହଣ କରାଯାଇଥିଲା ଏବଂ ଆଗାମୀ ଦିନରେ କାର୍ଯ୍ୟକ୍ରମକୁ ଆହୁରି ବ୍ୟାପକ କରିବା ପାଇଁ ନିଷ୍ପତ୍ତି ନିଆଯାଇଥିଲା। [412, 630, 492, 688]
masthead [0, 0, 500, 44]
story-awareness [158, 256, 278, 442]
story-body-2: ସମ୍ବଲପୁର ଜିଲ୍ଲାର ବିଭିନ୍ନ ସ୍ଥାନରେ ଏହି କାର୍ଯ୍ୟକ୍ରମ ଅନୁଷ୍ଠିତ ହୋଇଯାଇଛି। କାର୍ଯ୍ୟକ୍ରମରେ ବହୁ ସଂଖ୍ୟାରେ ଲୋକେ ଯୋଗଦେଇ ଥିଲେ। ଏଥିରେ ମୁଖ୍ୟ ଅତିଥି ଭାବେ ଜିଲ୍ଲାପାଳ ଯୋଗଦେଇ ସମସ୍ତଙ୍କୁ ସମ୍ବୋଧିତ କରିଥିଲେ। ସଭାରେ ଅନ୍ୟମାନଙ୍କ ମଧ୍ୟରେ ବିଶିଷ୍ଟ ବ୍ୟକ୍ତିମାନେ ଉପସ୍ଥିତ ରହି ନିଜ ନିଜର ମତାମତ ରଖିଥିଲେ। ଏହି ଅବସରରେ ଅନେକ ପ୍ରସ୍ତାବ ଗ୍ରହଣ କରାଯାଇଥିଲା ଏବଂ ଆଗାମୀ ଦିନରେ କାର୍ଯ୍ୟକ୍ରମକୁ ଆହୁରି ବ୍ୟାପକ କରିବା ପାଇଁ ନିଷ୍ପତ୍ତି ନିଆଯାଇଥିଲା। [354, 282, 420, 350]
story-headline: ପଲିଥିନ ବ୍ୟବହାରରେ ଜରିମାନା [160, 449, 238, 456]
story-headline: ଇତିହାସ ଭବିଷ୍ୟତ ଗଠନରେ ସହାୟକ ହୋଇଥାଏ [160, 612, 399, 625]
page-number: ପୃଷ୍ଠା : ୧୧ [467, 37, 488, 42]
story-body-3: ସମ୍ବଲପୁର ଜିଲ୍ଲାର ବିଭିନ୍ନ ସ୍ଥାନରେ ଏହି କାର୍ଯ୍ୟକ୍ରମ ଅନୁଷ୍ଠିତ ହୋଇଯାଇଛି। କାର୍ଯ୍ୟକ୍ରମରେ ବହୁ ସଂଖ୍ୟାରେ ଲୋକେ ଯୋଗଦେଇ ଥିଲେ। ଏଥିରେ ମୁଖ୍ୟ ଅତିଥି ଭାବେ ଜିଲ୍ଲାପାଳ ଯୋଗଦେଇ ସମସ୍ତଙ୍କୁ ସମ୍ବୋଧିତ କରିଥିଲେ। ସଭାରେ ଅନ୍ୟମାନଙ୍କ ମଧ୍ୟରେ ବିଶିଷ୍ଟ ବ୍ୟକ୍ତିମାନେ ଉପସ୍ଥିତ ରହି ନିଜ ନିଜର ମତାମତ ରଖିଥିଲେ। ଏହି ଅବସରରେ ଅନେକ ପ୍ରସ୍ତାବ ଗ୍ରହଣ କରାଯାଇଥିଲା ଏବଂ ଆଗାମୀ ଦିନରେ କାର୍ଯ୍ୟକ୍ରମକୁ ଆହୁରି ବ୍ୟାପକ କରିବା ପାଇଁ ନିଷ୍ପତ୍ତି ନିଆଯାଇଥିଲା। [328, 630, 408, 688]
